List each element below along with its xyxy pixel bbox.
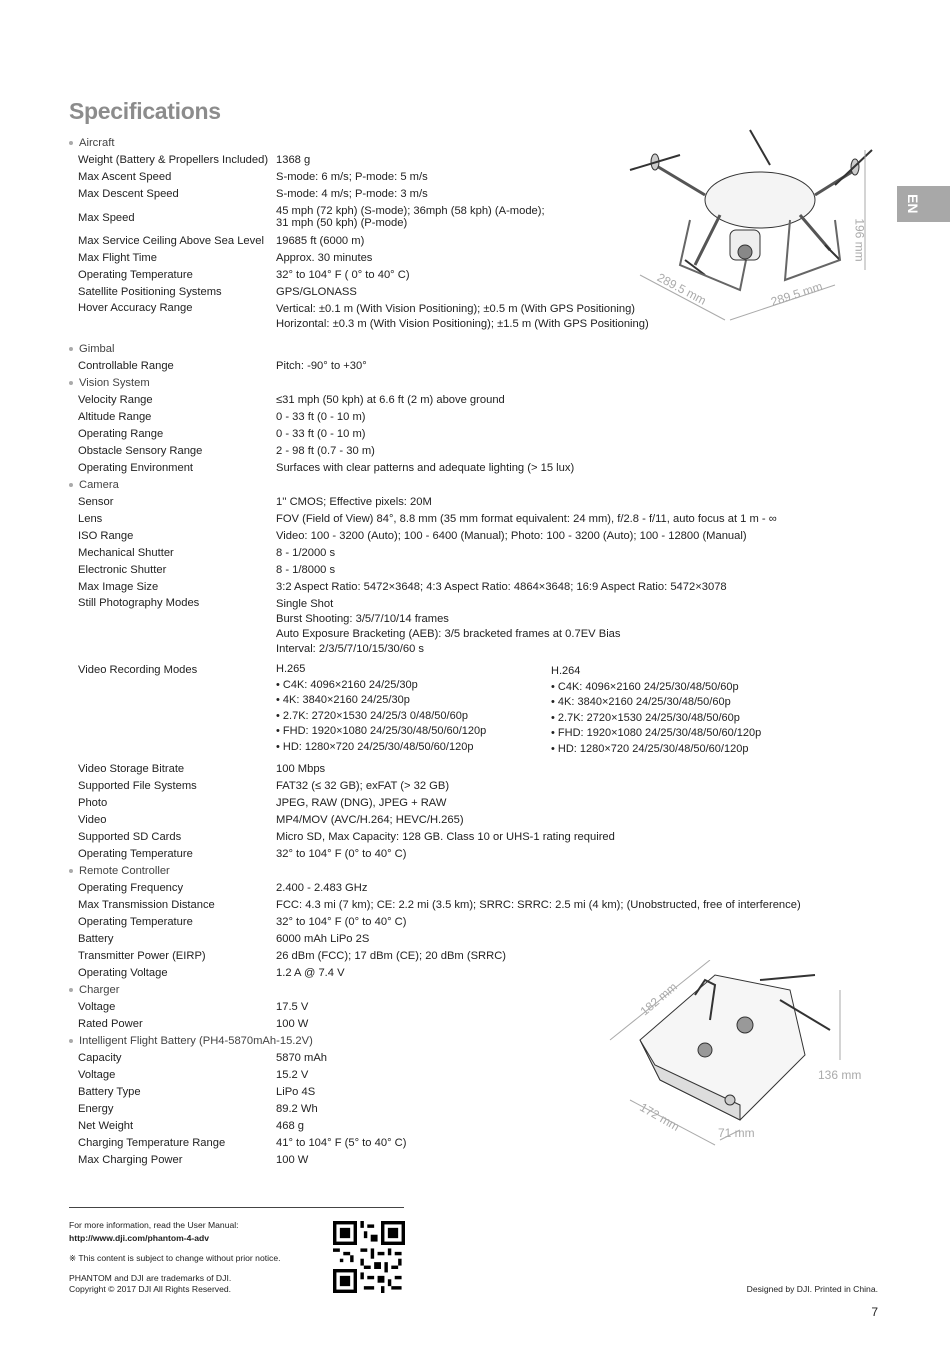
spec-key: Max Charging Power [78,1154,183,1166]
video-modes-h264: H.264 • C4K: 4096×2160 24/25/30/48/50/60p • 4K: 3840×2160 24/25/30/48/50/60p • 2.7K: 2720×1530 24/25/30/48/50/60p • FHD: 1920×1080 24/25/30/48/50/60/120p • HD: 1280×720 24/25/30/48/50/60/120p [551,665,762,755]
spec-key: Still Photography Modes [78,597,200,609]
spec-row [69,1050,869,1067]
spec-key: Operating Environment [78,462,194,474]
spec-key: Operating Temperature [78,916,193,928]
spec-row [69,358,869,375]
spec-value: 1368 g [276,154,311,166]
spec-row [69,999,869,1016]
spec-row [69,1118,869,1135]
section-heading: Remote Controller [69,863,869,880]
spec-key: Operating Frequency [78,882,184,894]
spec-value: 5870 mAh [276,1052,327,1064]
spec-value: 26 dBm (FCC); 17 dBm (CE); 20 dBm (SRRC) [276,950,507,962]
spec-key: Max Image Size [78,581,159,593]
spec-key: Operating Temperature [78,848,193,860]
spec-value: JPEG, RAW (DNG), JPEG + RAW [276,797,447,809]
spec-key: Voltage [78,1069,116,1081]
language-tab[interactable] [897,186,950,222]
spec-value: 100 W [276,1018,309,1030]
spec-key: Satellite Positioning Systems [78,286,222,298]
spec-value: LiPo 4S [276,1086,316,1098]
spec-row [69,460,869,477]
section-heading: Charger [69,982,869,999]
spec-row [69,511,869,528]
dimension-label: 172 mm [637,1100,682,1134]
spec-key: Hover Accuracy Range [78,302,193,314]
spec-row [69,795,869,812]
footer-trademark: PHANTOM and DJI are trademarks of DJI. [69,1273,232,1283]
spec-row [69,562,869,579]
spec-row [69,169,869,186]
spec-key: Operating Voltage [78,967,168,979]
spec-value: 32° to 104° F ( 0° to 40° C) [276,269,410,281]
spec-row [69,392,869,409]
spec-value: 19685 ft (6000 m) [276,235,365,247]
spec-row [69,897,869,914]
specifications-list [69,135,869,1169]
spec-row [69,1135,869,1152]
spec-row [69,880,869,897]
spec-row [69,662,869,757]
spec-row [69,1067,869,1084]
page-title: Specifications [69,98,221,124]
footer-copyright: Copyright © 2017 DJI All Rights Reserved. [69,1284,232,1294]
spec-value: 0 - 33 ft (0 - 10 m) [276,411,366,423]
spec-row [69,301,869,332]
spec-key: Max Ascent Speed [78,171,172,183]
spec-row [69,443,869,460]
spec-value: 1.2 A @ 7.4 V [276,967,345,979]
spec-key: Obstacle Sensory Range [78,445,203,457]
spec-key: Voltage [78,1001,116,1013]
spec-value: 15.2 V [276,1069,309,1081]
spec-key: Battery Type [78,1086,141,1098]
spec-value: FCC: 4.3 mi (7 km); CE: 2.2 mi (3.5 km); SRRC: SRRC: 2.5 mi (4 km); (Unobstructed, free of interference) [276,899,801,911]
spec-row [69,152,869,169]
spec-key: Video Storage Bitrate [78,763,185,775]
footer-divider [69,1207,404,1208]
spec-row [69,545,869,562]
page-number: 7 [871,1305,878,1319]
spec-row [69,267,869,284]
spec-row [69,1084,869,1101]
spec-value: S-mode: 6 m/s; P-mode: 5 m/s [276,171,428,183]
section-heading: Intelligent Flight Battery (PH4-5870mAh-15.2V) [69,1033,869,1050]
spec-value: 468 g [276,1120,304,1132]
spec-value: 41° to 104° F (5° to 40° C) [276,1137,407,1149]
section-heading: Camera [69,477,869,494]
spec-row [69,948,869,965]
section-heading: Gimbal [69,341,869,358]
spec-key: Max Transmission Distance [78,899,215,911]
spec-key: Operating Temperature [78,269,193,281]
designed-by: Designed by DJI. Printed in China. [746,1284,878,1294]
spec-value: S-mode: 4 m/s; P-mode: 3 m/s [276,188,428,200]
spec-row [69,186,869,203]
qr-code-icon[interactable] [333,1221,405,1293]
spec-row [69,761,869,778]
spec-row [69,914,869,931]
spec-value: Video: 100 - 3200 (Auto); 100 - 6400 (Manual); Photo: 100 - 3200 (Auto); 100 - 12800 (Manual) [276,530,747,542]
spec-value: Surfaces with clear patterns and adequate lighting (> 15 lux) [276,462,575,474]
spec-row [69,250,869,267]
spec-value: 45 mph (72 kph) (S-mode); 36mph (58 kph) (A-mode); 31 mph (50 kph) (P-mode) [276,205,545,229]
spec-value: 3:2 Aspect Ratio: 5472×3648; 4:3 Aspect Ratio: 4864×3648; 16:9 Aspect Ratio: 5472×3078 [276,581,727,593]
spec-key: Max Flight Time [78,252,157,264]
spec-row [69,426,869,443]
spec-key: Charging Temperature Range [78,1137,226,1149]
spec-row [69,579,869,596]
spec-value: 100 Mbps [276,763,326,775]
spec-value: 32° to 104° F (0° to 40° C) [276,916,407,928]
spec-value: GPS/GLONASS [276,286,357,298]
spec-key: Mechanical Shutter [78,547,174,559]
language-tab-label: EN [905,194,921,214]
spec-key: Altitude Range [78,411,152,423]
spec-value: 32° to 104° F (0° to 40° C) [276,848,407,860]
spec-value: FOV (Field of View) 84°, 8.8 mm (35 mm format equivalent: 24 mm), f/2.8 - f/11, auto focus at 1 m - ∞ [276,513,777,525]
spec-key: Supported SD Cards [78,831,182,843]
spec-value: 2.400 - 2.483 GHz [276,882,368,894]
spec-value: 2 - 98 ft (0.7 - 30 m) [276,445,375,457]
footer-more-info: For more information, read the User Manual: [69,1220,239,1230]
spec-row [69,284,869,301]
video-modes-value [276,662,869,757]
spec-value: MP4/MOV (AVC/H.264; HEVC/H.265) [276,814,464,826]
spec-row [69,233,869,250]
spec-row [69,778,869,795]
spec-row [69,931,869,948]
spec-key: Supported File Systems [78,780,197,792]
spec-key: Velocity Range [78,394,153,406]
dimension-label: 182 mm [637,979,680,1019]
spec-row [69,203,869,233]
spec-row [69,812,869,829]
spec-key: Sensor [78,496,114,508]
dimension-label: 136 mm [818,1068,862,1082]
spec-key: Transmitter Power (EIRP) [78,950,206,962]
section-heading: Aircraft [69,135,869,152]
spec-key: ISO Range [78,530,134,542]
spec-value: Micro SD, Max Capacity: 128 GB. Class 10 or UHS-1 rating required [276,831,615,843]
spec-row [69,596,869,657]
spec-value: Single Shot Burst Shooting: 3/5/7/10/14 frames Auto Exposure Bracketing (AEB): 3/5 bracketed frames at 0.7EV Bias Interval: 2/3/5/7/10/15/30/60 s [276,598,621,655]
spec-value: 0 - 33 ft (0 - 10 m) [276,428,366,440]
spec-value: 8 - 1/8000 s [276,564,336,576]
spec-value: 1'' CMOS; Effective pixels: 20M [276,496,432,508]
spec-value: 8 - 1/2000 s [276,547,336,559]
footer-notice: ※ This content is subject to change without prior notice. [69,1253,281,1263]
spec-row [69,409,869,426]
dimension-label: 196 mm [852,218,867,262]
spec-value: ≤31 mph (50 kph) at 6.6 ft (2 m) above ground [276,394,505,406]
spec-value: FAT32 (≤ 32 GB); exFAT (> 32 GB) [276,780,450,792]
spec-key: Photo [78,797,108,809]
spec-key: Max Descent Speed [78,188,179,200]
spec-key: Weight (Battery & Propellers Included) [78,154,269,166]
spec-key: Video [78,814,107,826]
spec-row [69,1152,869,1169]
spec-row [69,494,869,511]
dimension-label: 289.5 mm [654,270,709,308]
spec-value: 100 W [276,1154,309,1166]
spec-value: Vertical: ±0.1 m (With Vision Positioning); ±0.5 m (With GPS Positioning) Horizontal: ±0.3 m (With Vision Positioning); ±1.5 m (With GPS Positioning) [276,303,649,330]
spec-key: Max Service Ceiling Above Sea Level [78,235,264,247]
spec-row [69,829,869,846]
spec-key: Battery [78,933,114,945]
spec-value: 89.2 Wh [276,1103,318,1115]
spec-key: Lens [78,513,103,525]
spec-value: 6000 mAh LiPo 2S [276,933,370,945]
dimension-label: 289.5 mm [769,279,825,309]
spec-value: Pitch: -90° to +30° [276,360,367,372]
spec-key: Capacity [78,1052,122,1064]
spec-row [69,846,869,863]
spec-key: Video Recording Modes [78,664,198,676]
spec-value: Approx. 30 minutes [276,252,373,264]
section-heading: Vision System [69,375,869,392]
spec-row [69,1101,869,1118]
spec-row [69,1016,869,1033]
spec-value: 17.5 V [276,1001,309,1013]
spec-key: Net Weight [78,1120,134,1132]
spec-key: Rated Power [78,1018,143,1030]
spec-key: Electronic Shutter [78,564,167,576]
manual-link[interactable]: http://www.dji.com/phantom-4-adv [69,1233,210,1243]
spec-row [69,965,869,982]
dimension-label: 71 mm [718,1126,755,1140]
spec-row [69,528,869,545]
spec-key: Energy [78,1103,114,1115]
spec-key: Operating Range [78,428,164,440]
video-modes-h265: H.265 • C4K: 4096×2160 24/25/30p • 4K: 3840×2160 24/25/30p • 2.7K: 2720×1530 24/25/3 0/48/50/60p • FHD: 1920×1080 24/25/30/48/50/60/120p • HD: 1280×720 24/25/30/48/50/60/120p [276,663,487,753]
spec-key: Controllable Range [78,360,174,372]
spec-key: Max Speed [78,212,135,224]
